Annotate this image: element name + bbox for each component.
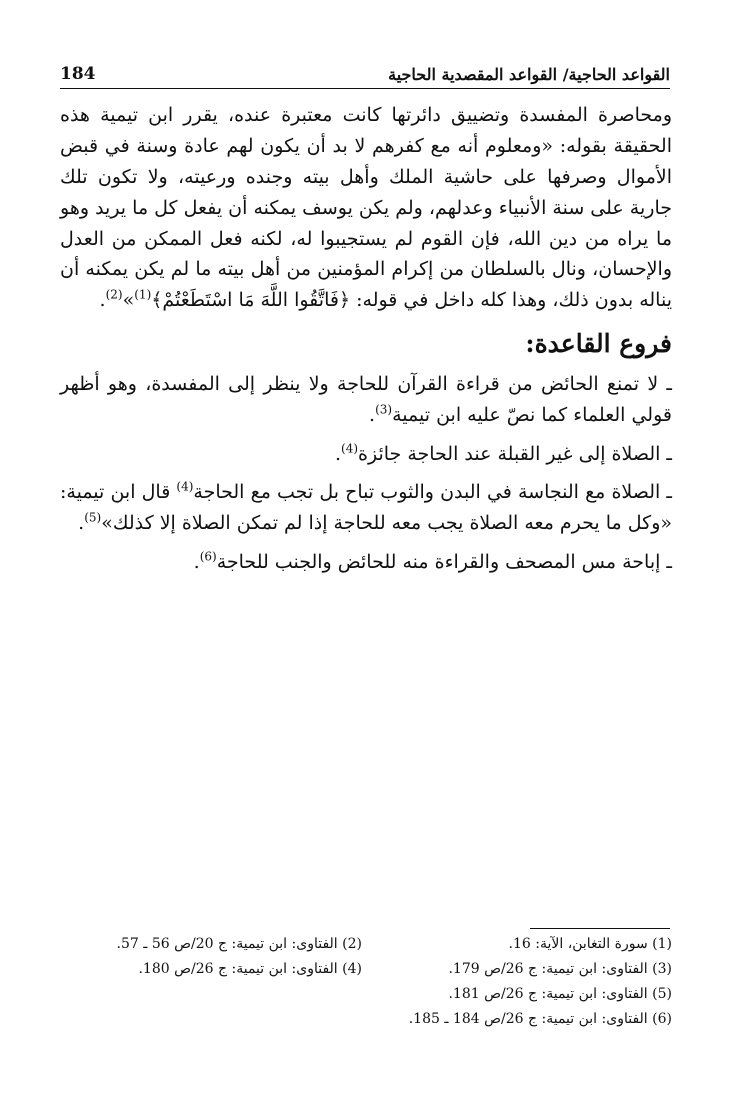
footnote [382,982,672,1007]
list-item [60,477,672,539]
footnote-ref: (1) [134,287,152,302]
footnote [382,932,672,957]
list-item-text: ـ الصلاة إلى غير القبلة عند الحاجة جائزة [358,442,672,465]
footnote-ref: (6) [199,549,217,564]
paragraph-text: ومحاصرة المفسدة وتضييق دائرتها كانت معتبرة عنده، يقرر ابن تيمية هذه الحقيقة بقوله: «ومعلوم أنه مع كفرهم لا بد أن يكون لهم عادة وسنة في قبض الأموال وصرفها على حاشية الملك وأهل بيته وجنده ورعيته، ولا تكون تلك جارية على سنة الأنبياء وعدلهم، ولم يكن يوسف يمكنه أن يفعل كل ما يريد وهو ما يراه من دين الله، فإن القوم لم يستجيبوا له، لكنه فعل الممكن من العدل والإحسان، ونال بالسلطان من إكرام المؤمنين من أهل بيته ما لم يكن يمكنه أن يناله بدون ذلك، وهذا كله داخل في قوله: ﴿فَاتَّقُوا اللَّهَ مَا اسْتَطَعْتُمْ﴾ [60,104,672,312]
footnote-ref: (3) [375,402,393,417]
footnote-row [60,982,672,1007]
list-item-continuation: قال ابن تيمية: «وكل ما يحرم معه الصلاة يجب معه للحاجة إذا لم تمكن الصلاة إلا كذلك» [60,481,672,535]
footnote-number: (2) [342,936,362,952]
footnote-row [60,1007,672,1032]
list-item-text: ـ إباحة مس المصحف والقراءة منه للحائض والجنب للحاجة [216,551,672,574]
footnote-number: (5) [652,986,672,1002]
list-item-text: ـ لا تمنع الحائض من قراءة القرآن للحاجة ولا ينظر إلى المفسدة، وهو أظهر قولي العلماء كما نصّ عليه ابن تيمية [60,372,672,426]
footnote-number: (3) [652,961,672,977]
footnote-row [60,957,672,982]
running-title: القواعد الحاجية/ القواعد المقصدية الحاجية [388,65,670,84]
footnote-text: الفتاوى: ابن تيمية: ج 20/ص 56 ـ 57. [116,936,338,952]
list-item-end: . [334,442,341,465]
list-item-text: ـ الصلاة مع النجاسة في البدن والثوب تباح بل تجب مع الحاجة [193,481,672,504]
footnote-ref: (2) [105,287,123,302]
footnote-number: (6) [652,1011,672,1027]
list-item-end: . [78,512,85,535]
footnote-text: سورة التغابن، الآية: 16. [508,936,648,952]
footnote-ref: (5) [84,510,102,525]
footnote-number: (4) [342,961,362,977]
section-heading: فروع القاعدة: [525,329,672,359]
footnote [382,957,672,982]
footnote-divider [530,928,670,929]
list-item-end: . [193,551,200,574]
footnote [72,957,362,982]
footnotes [60,932,672,1032]
main-text [60,100,672,578]
footnote [382,1007,672,1032]
footnote [72,932,362,957]
footnote-row [60,932,672,957]
page-number: 184 [60,64,96,84]
footnote-text: الفتاوى: ابن تيمية: ج 26/ص 184 ـ 185. [408,1011,648,1027]
list-item [60,547,672,578]
paragraph [60,100,672,316]
quote-close: » [122,289,135,312]
footnote-text: الفتاوى: ابن تيمية: ج 26/ص 180. [138,961,338,977]
footnote-number: (1) [652,936,672,952]
list-item [60,369,672,431]
page-header [60,58,670,89]
list-item [60,439,672,470]
list-item-end: . [369,403,376,426]
footnote-text: الفتاوى: ابن تيمية: ج 26/ص 181. [448,986,648,1002]
paragraph-end: . [99,289,106,312]
footnote-text: الفتاوى: ابن تيمية: ج 26/ص 179. [448,961,648,977]
footnote-ref: (4) [341,441,359,456]
footnote-ref: (4) [176,480,194,495]
